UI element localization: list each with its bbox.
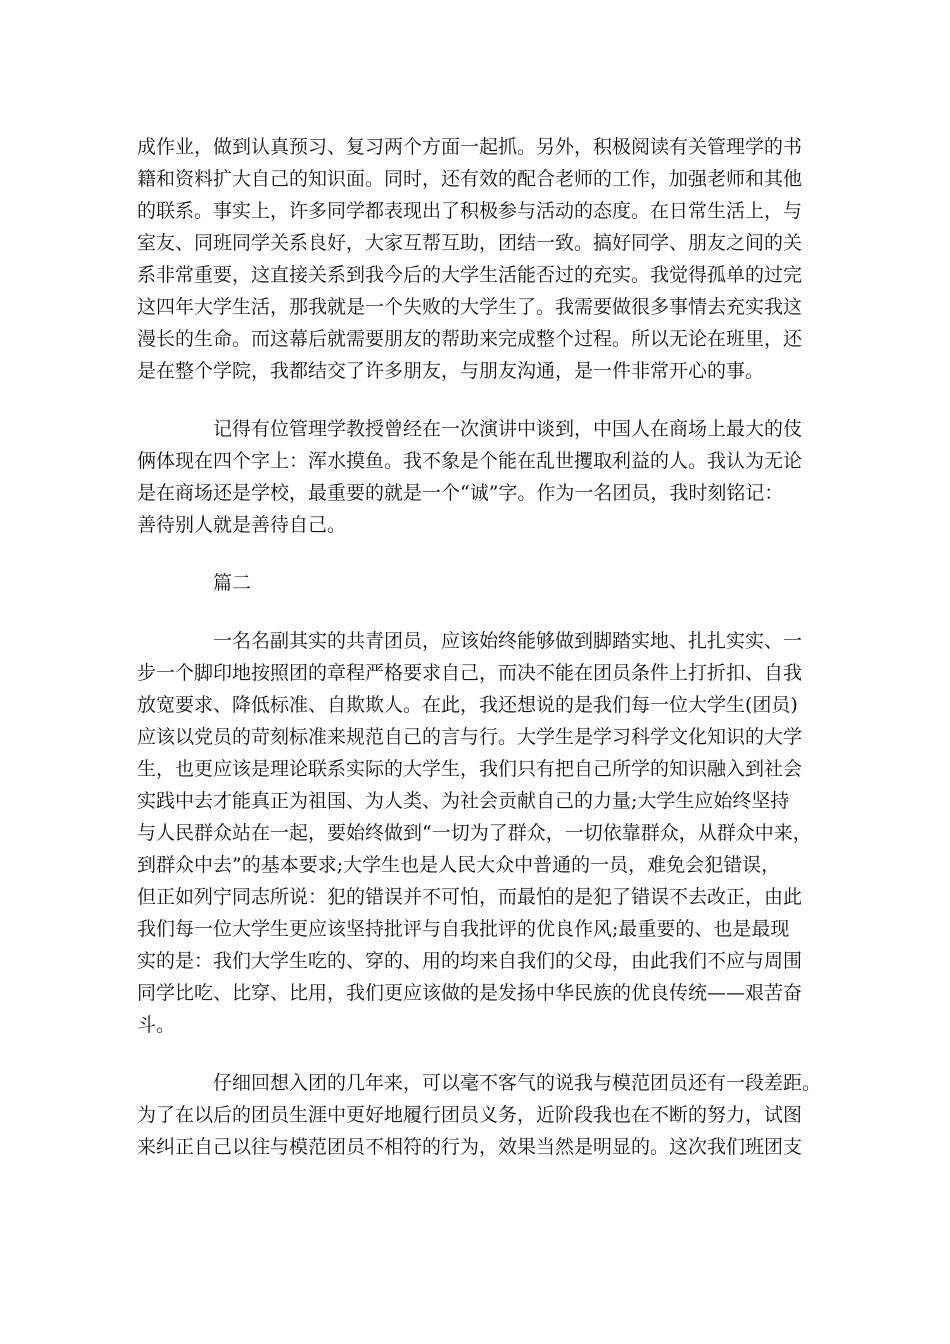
- paragraph-honesty: [137, 413, 827, 541]
- text-line: 记得有位管理学教授曾经在一次演讲中谈到，中国人在商场上最大的伎: [213, 418, 803, 440]
- paragraph-study-and-friends: [137, 131, 827, 387]
- section-heading: [137, 567, 827, 599]
- text-line: 成作业，做到认真预习、复习两个方面一起抓。另外，积极阅读有关管理学的书: [137, 136, 803, 158]
- text-line: 室友、同班同学关系良好，大家互帮互助，团结一致。搞好同学、朋友之间的关: [137, 232, 803, 254]
- text-line: 同学比吃、比穿、比用，我们更应该做的是发扬中华民族的优良传统——艰苦奋: [137, 982, 803, 1004]
- text-line: 一名名副其实的共青团员，应该始终能够做到脚踏实地、扎扎实实、一: [213, 630, 803, 652]
- text-line: 来纠正自己以往与模范团员不相符的行为，效果当然是明显的。这次我们班团支: [137, 1136, 803, 1158]
- text-line: 是在整个学院，我都结交了许多朋友，与朋友沟通，是一件非常开心的事。: [137, 360, 765, 382]
- text-line: 善待别人就是善待自己。: [137, 514, 347, 536]
- text-line: 俩体现在四个字上：浑水摸鱼。我不象是个能在乱世攫取利益的人。我认为无论: [137, 450, 803, 472]
- text-line: 到群众中去”的基本要求;大学生也是人民大众中普通的一员，难免会犯错误，: [137, 854, 781, 876]
- text-line: 漫长的生命。而这幕后就需要朋友的帮助来完成整个过程。所以无论在班里，还: [137, 328, 803, 350]
- text-line: 斗。: [137, 1014, 176, 1036]
- text-line: 应该以党员的苛刻标准来规范自己的言与行。大学生是学习科学文化知识的大学: [137, 726, 803, 748]
- text-line: 是在商场还是学校，最重要的就是一个“诚”字。作为一名团员，我时刻铭记：: [137, 482, 784, 504]
- text-line: 的联系。事实上，许多同学都表现出了积极参与活动的态度。在日常生活上，与: [137, 200, 803, 222]
- text-line: 为了在以后的团员生涯中更好地履行团员义务，近阶段我也在不断的努力，试图: [137, 1104, 803, 1126]
- document-body: [137, 131, 827, 1189]
- section-title: 篇二: [213, 572, 252, 594]
- text-line: 籍和资料扩大自己的知识面。同时，还有效的配合老师的工作，加强老师和其他: [137, 168, 803, 190]
- text-line: 仔细回想入团的几年来，可以毫不客气的说我与模范团员还有一段差距。: [213, 1072, 822, 1094]
- text-line: 与人民群众站在一起，要始终做到“一切为了群众，一切依靠群众，从群众中来，: [137, 822, 812, 844]
- paragraph-reflection: [137, 1067, 827, 1163]
- text-line: 生，也更应该是理论联系实际的大学生，我们只有把自己所学的知识融入到社会: [137, 758, 803, 780]
- paragraph-league-member-standards: [137, 625, 827, 1041]
- text-line: 系非常重要，这直接关系到我今后的大学生活能否过的充实。我觉得孤单的过完: [137, 264, 803, 286]
- text-line: 步一个脚印地按照团的章程严格要求自己，而决不能在团员条件上打折扣、自我: [137, 662, 803, 684]
- text-line: 但正如列宁同志所说：犯的错误并不可怕，而最怕的是犯了错误不去改正，由此: [137, 886, 803, 908]
- text-line: 我们每一位大学生更应该坚持批评与自我批评的优良作风;最重要的、也是最现: [137, 918, 790, 940]
- text-line: 放宽要求、降低标准、自欺欺人。在此，我还想说的是我们每一位大学生(团员): [137, 694, 798, 716]
- text-line: 实的是：我们大学生吃的、穿的、用的均来自我们的父母，由此我们不应与周围: [137, 950, 803, 972]
- text-line: 实践中去才能真正为祖国、为人类、为社会贡献自己的力量;大学生应始终坚持: [137, 790, 790, 812]
- text-line: 这四年大学生活，那我就是一个失败的大学生了。我需要做很多事情去充实我这: [137, 296, 803, 318]
